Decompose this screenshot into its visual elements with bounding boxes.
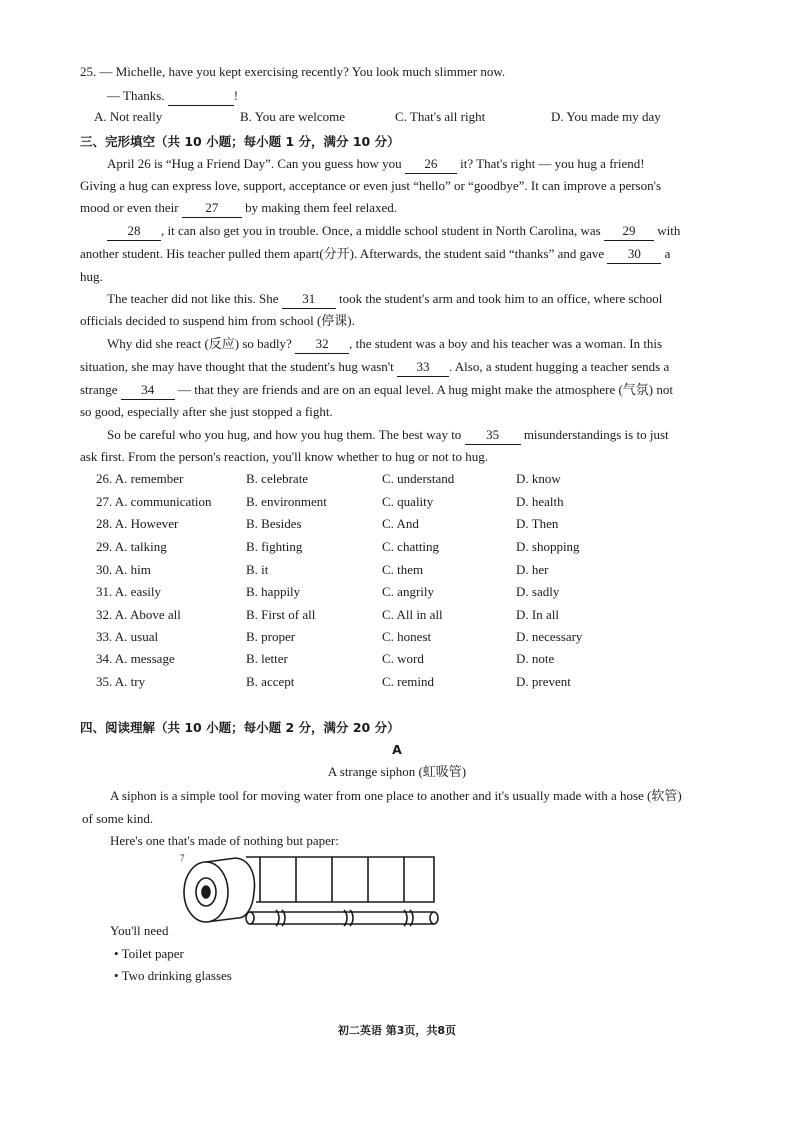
blank-28: 28 (107, 222, 161, 241)
blank-35: 35 (465, 426, 521, 445)
q25-option-b: B. You are welcome (240, 109, 346, 124)
q25-question: 25. — Michelle, have you kept exercising recently? You look much slimmer now. (80, 64, 506, 79)
cloze-p2-line2: another student. His teacher pulled them apart(分开). Afterwards, the student said “thanks” and gave 30 a (80, 245, 670, 264)
need-item-glasses: • Two drinking glasses (114, 968, 232, 983)
svg-text:7: 7 (180, 853, 185, 863)
cloze-p1-line1: April 26 is “Hug a Friend Day”. Can you guess how you 26 it? That's right — you hug a friend! (107, 155, 645, 174)
blank-33: 33 (397, 358, 449, 377)
options-33: 33. A. usual B. proper C. honest D. necessary (96, 629, 583, 644)
cloze-p4-line4: so good, especially after she just stopped a fight. (80, 404, 333, 419)
cloze-p2-line3: hug. (80, 269, 103, 284)
options-28: 28. A. However B. Besides C. And D. Then (96, 516, 559, 531)
need-item-toilet-paper: • Toilet paper (114, 946, 184, 961)
passage-p1-line1: A siphon is a simple tool for moving water from one place to another and it's usually made with a hose (软管) (110, 788, 682, 803)
q25-option-a: A. Not really (94, 109, 163, 124)
cloze-p3-line2: officials decided to suspend him from school (停课). (80, 313, 355, 328)
q25-option-c: C. That's all right (395, 109, 486, 124)
blank-26: 26 (405, 155, 457, 174)
options-34: 34. A. message B. letter C. word D. note (96, 651, 555, 666)
page-footer: 初二英语 第3页，共8页 (337, 1024, 457, 1037)
blank-30: 30 (607, 245, 661, 264)
q25-blank (168, 87, 234, 106)
section4-heading: 四、阅读理解（共 10 小题；每小题 2 分，满分 20 分） (80, 720, 400, 735)
options-31: 31. A. easily B. happily C. angrily D. sadly (96, 584, 560, 599)
cloze-p1-line2: Giving a hug can express love, support, acceptance or even just “hello” or “goodbye”. It can improve a person's (80, 178, 662, 193)
q25-option-d: D. You made my day (551, 109, 661, 124)
options-32: 32. A. Above all B. First of all C. All in all D. In all (96, 607, 559, 622)
options-29: 29. A. talking B. fighting C. chatting D. shopping (96, 539, 580, 554)
blank-32: 32 (295, 335, 349, 354)
blank-29: 29 (604, 222, 654, 241)
passage-title: A strange siphon (虹吸管) (327, 764, 467, 779)
cloze-p4-line2: situation, she may have thought that the student's hug wasn't 33 . Also, a student hugging a teacher sends a (80, 358, 669, 377)
q25-options (94, 108, 714, 126)
options-26: 26. A. remember B. celebrate C. understand D. know (96, 471, 561, 486)
blank-34: 34 (121, 381, 175, 400)
cloze-p2-line1: 28 , it can also get you in trouble. Once, a middle school student in North Carolina, was 29 with (107, 222, 680, 241)
passage-letter: A (392, 742, 402, 757)
cloze-p1-line3: mood or even their 27 by making them feel relaxed. (80, 199, 397, 218)
cloze-p5-line1: So be careful who you hug, and how you hug them. The best way to 35 misunderstandings is to just (107, 426, 669, 445)
need-label: You'll need (110, 923, 169, 938)
section3-heading: 三、完形填空（共 10 小题；每小题 1 分，满分 10 分） (80, 134, 400, 149)
cloze-p4-line3: strange 34 — that they are friends and are on an equal level. A hug might make the atmosphere (气氛) not (80, 381, 673, 400)
q25-response: — Thanks. ! (107, 87, 238, 106)
cloze-p5-line2: ask first. From the person's reaction, you'll know whether to hug or not to hug. (80, 449, 488, 464)
blank-31: 31 (282, 290, 336, 309)
options-27: 27. A. communication B. environment C. quality D. health (96, 494, 564, 509)
options-30: 30. A. him B. it C. them D. her (96, 562, 549, 577)
options-35: 35. A. try B. accept C. remind D. prevent (96, 674, 571, 689)
cloze-p4-line1: Why did she react (反应) so badly? 32 , the student was a boy and his teacher was a woman. In this (107, 335, 662, 354)
cloze-p3-line1: The teacher did not like this. She 31 took the student's arm and took him to an office, where school (107, 290, 662, 309)
blank-27: 27 (182, 199, 242, 218)
passage-p1-line2: of some kind. (82, 811, 154, 826)
passage-p2: Here's one that's made of nothing but paper: (110, 833, 339, 848)
toilet-paper-siphon-illustration (176, 852, 444, 932)
